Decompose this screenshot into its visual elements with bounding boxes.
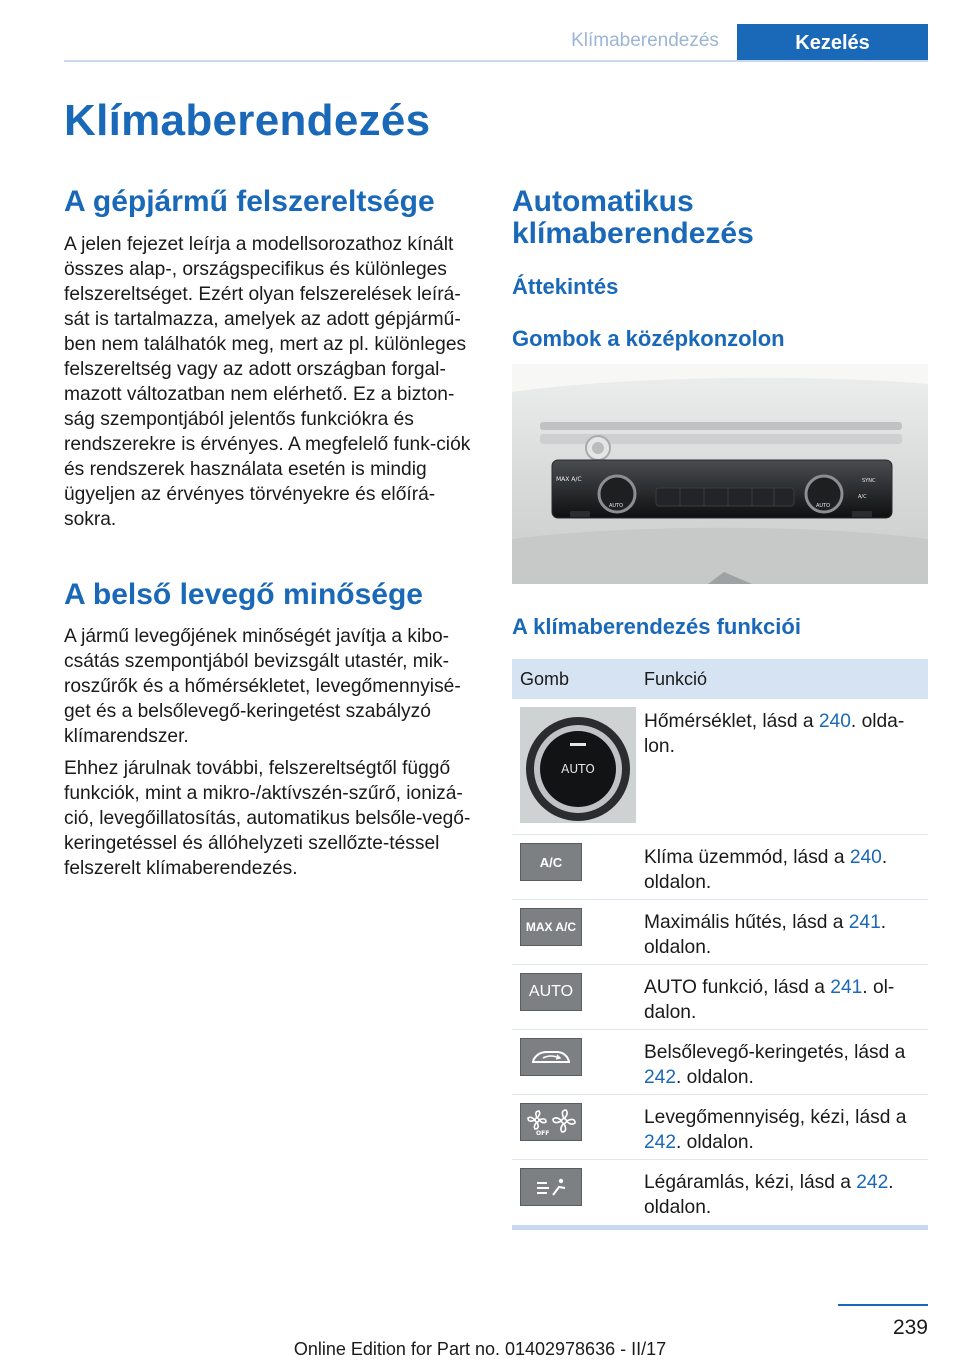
auto-button-image: AUTO	[520, 973, 582, 1011]
function-text: . olda-lon.	[644, 711, 905, 757]
ac-button-image: A/C	[520, 843, 582, 881]
col-header-function: Funkció	[644, 669, 708, 689]
fan-icon	[526, 1108, 576, 1136]
function-cell	[636, 1160, 928, 1225]
heading-functions: A klímaberendezés funkciói	[512, 614, 801, 639]
button-cell	[512, 1160, 636, 1225]
panel-label-ac: A/C	[858, 494, 867, 500]
function-cell	[636, 1030, 928, 1094]
function-cell	[636, 1095, 928, 1159]
table-header	[512, 659, 928, 699]
console-panel-illustration	[512, 364, 928, 584]
page-link[interactable]: 240	[818, 711, 851, 732]
active-tab: Kezelés	[737, 24, 928, 62]
panel-label-sync: SYNC	[862, 478, 876, 484]
button-cell	[512, 1095, 636, 1159]
heading-console-buttons: Gombok a középkonzolon	[512, 326, 785, 351]
left-column	[64, 186, 480, 881]
page-title: Klímaberendezés	[64, 96, 431, 145]
function-text: . oldalon.	[676, 1132, 754, 1153]
col-header-button: Gomb	[520, 669, 570, 689]
section-title-air-quality: A belső levegő minősége	[64, 578, 423, 611]
button-cell	[512, 835, 636, 899]
button-cell	[512, 1030, 636, 1094]
page-link[interactable]: 242	[644, 1132, 677, 1153]
table-row	[512, 1160, 928, 1225]
function-text: . ol-dalon.	[644, 977, 895, 1023]
function-text: Légáramlás, kézi, lásd a	[644, 1172, 857, 1193]
table-row	[512, 835, 928, 900]
edition-footer: Online Edition for Part no. 01402978636 - II/17	[293, 1339, 667, 1359]
page-link[interactable]: 241	[830, 977, 863, 998]
function-cell	[636, 965, 928, 1029]
functions-table	[512, 659, 928, 1230]
header-rule	[64, 60, 928, 62]
button-cell	[512, 699, 636, 834]
table-row	[512, 965, 928, 1030]
page-link[interactable]: 240	[849, 847, 882, 868]
equipment-paragraph: A jelen fejezet leírja a modellsorozathoz kínált összes alap-, országspecifikus és különleges felszereltséget. Ezért olyan felszerelések leírá-sát is tartalmazza, amelyek az adott gépjármű-ben nem találhatók meg, mert az pl. különleges felszereltség vagy az adott országban forgal-mazott változatban nem elérhető. Ez a bizton-ság szempontjából jelentős funkciókra és rendszerekre is érvényes. A megfelelő funk-ciók és rendszerek használata esetén is mindig ügyeljen az érvényes törvényekre és előírá-sokra.	[64, 234, 471, 530]
recirculation-button-image	[520, 1038, 582, 1076]
fan-button-image	[520, 1103, 582, 1141]
function-text: Hőmérséklet, lásd a	[644, 711, 819, 732]
section-title-equipment: A gépjármű felszereltsége	[64, 185, 435, 218]
function-cell	[636, 699, 928, 834]
knob-auto-label: AUTO	[561, 762, 595, 776]
function-text: AUTO funkció, lásd a	[644, 977, 831, 998]
air-quality-paragraph-1: A jármű levegőjének minőségét javítja a kibo-csátás szempontjából bevizsgált utastér, mik-roszűrők és a hőmérsékletet, levegőmennyisé-get és a belsőlevegő-keringetést szabályzó klímarendszer.	[64, 626, 461, 747]
fan-off-label: OFF	[536, 1130, 550, 1136]
max-ac-button-image: MAX A/C	[520, 908, 582, 946]
recirculation-icon	[529, 1046, 573, 1068]
panel-label-auto-right: AUTO	[816, 503, 831, 509]
page-link[interactable]: 242	[856, 1172, 889, 1193]
heading-overview: Áttekintés	[512, 274, 619, 299]
table-row	[512, 699, 928, 835]
function-cell	[636, 835, 928, 899]
page-number: 239	[892, 1316, 928, 1339]
table-row	[512, 1095, 928, 1160]
function-cell	[636, 900, 928, 964]
table-row	[512, 1030, 928, 1095]
panel-label-max-ac: MAX A/C	[556, 476, 582, 483]
panel-label-auto-left: AUTO	[609, 503, 624, 509]
table-bottom-rule	[512, 1225, 928, 1230]
button-cell	[512, 900, 636, 964]
function-text: . oldalon.	[644, 847, 888, 893]
airflow-button-image	[520, 1168, 582, 1206]
section-tab: Klímaberendezés	[571, 30, 719, 51]
section-title-auto-climate: Automatikus klímaberendezés	[512, 185, 754, 250]
function-text: . oldalon.	[644, 912, 887, 958]
table-row	[512, 900, 928, 965]
page-link[interactable]: 242	[644, 1067, 677, 1088]
airflow-icon	[531, 1175, 571, 1199]
function-text: Belsőlevegő-keringetés, lásd a	[644, 1042, 906, 1063]
right-column	[512, 186, 928, 352]
page-link[interactable]: 241	[848, 912, 881, 933]
temperature-knob-image	[520, 707, 636, 823]
function-text: . oldalon.	[644, 1172, 894, 1218]
function-text: Levegőmennyiség, kézi, lásd a	[644, 1107, 907, 1128]
function-text: Maximális hűtés, lásd a	[644, 912, 849, 933]
function-text: Klíma üzemmód, lásd a	[644, 847, 850, 868]
footer-rule	[838, 1304, 928, 1306]
button-cell	[512, 965, 636, 1029]
air-quality-paragraph-2: Ehhez járulnak további, felszereltségtől függő funkciók, mint a mikro-/aktívszén-szűrő, ionizá-ció, levegőillatosítás, automatikus belsőle-vegő-keringetéssel és állóhelyzeti szellőzte-téssel felszerelt klímaberendezés.	[64, 758, 471, 879]
function-text: . oldalon.	[676, 1067, 754, 1088]
console-panel-image	[512, 364, 928, 584]
